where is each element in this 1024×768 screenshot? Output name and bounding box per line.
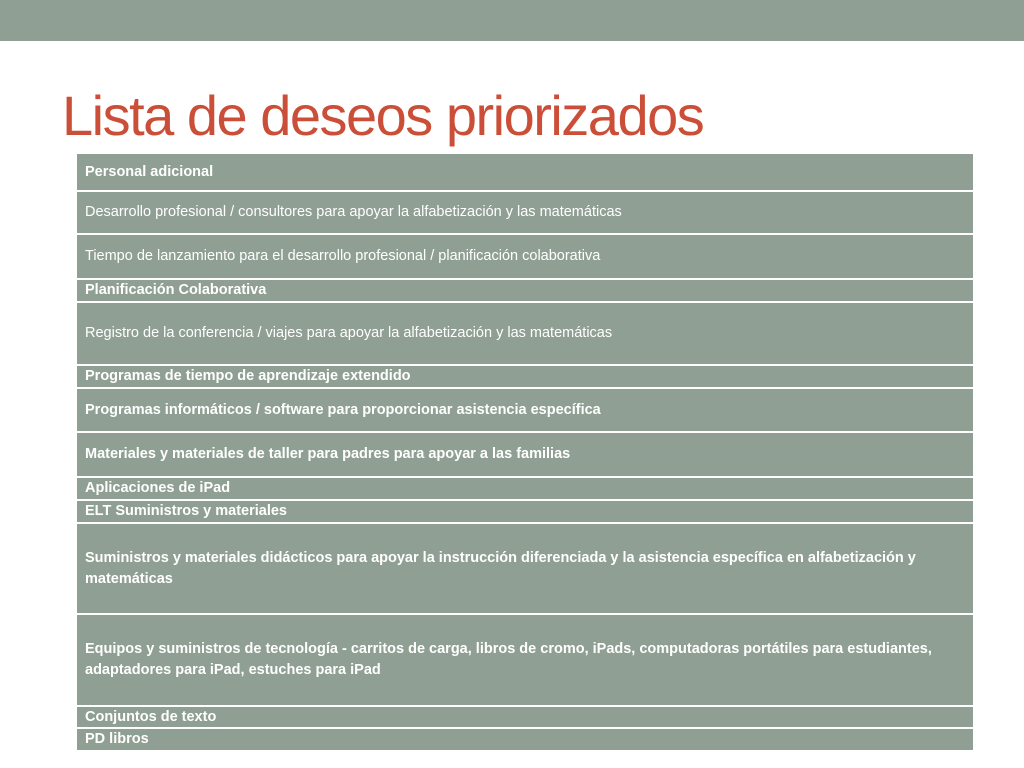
table-row	[77, 478, 973, 499]
table-row	[77, 303, 973, 364]
row-text: Programas informáticos / software para proporcionar asistencia específica	[85, 401, 601, 418]
table-row	[77, 433, 973, 476]
table-row	[77, 192, 973, 233]
table-row	[77, 154, 973, 190]
row-text: Planificación Colaborativa	[85, 282, 267, 298]
row-text: Desarrollo profesional / consultores para apoyar la alfabetización y las matemáticas	[85, 204, 622, 220]
table-row	[77, 524, 973, 613]
row-text: PD libros	[85, 731, 149, 747]
row-text: Tiempo de lanzamiento para el desarrollo profesional / planificación colaborativa	[85, 248, 601, 264]
table-row	[77, 707, 973, 727]
table-row	[77, 615, 973, 705]
row-text: Conjuntos de texto	[85, 708, 217, 725]
top-accent-bar	[0, 0, 1024, 41]
table-row	[77, 389, 973, 431]
row-text: Registro de la conferencia / viajes para apoyar la alfabetización y las matemáticas	[85, 325, 613, 341]
row-text: Suministros y materiales didácticos para apoyar la instrucción diferenciada y la asistencia específica en alfabetización y matemáticas	[85, 549, 916, 587]
table-row	[77, 366, 973, 387]
slide-title: Lista de deseos priorizados	[62, 84, 704, 147]
table-row	[77, 280, 973, 301]
wishlist-table	[77, 154, 973, 750]
row-text: Programas de tiempo de aprendizaje extendido	[85, 368, 411, 384]
table-row	[77, 501, 973, 522]
row-text: Materiales y materiales de taller para padres para apoyar a las familias	[85, 446, 571, 462]
row-text: Aplicaciones de iPad	[85, 480, 231, 496]
row-text: Personal adicional	[85, 163, 214, 180]
table-row	[77, 729, 973, 750]
row-text: Equipos y suministros de tecnología - carritos de carga, libros de cromo, iPads, computadoras portátiles para estudiantes, adaptadores para iPad, estuches para iPad	[85, 641, 932, 678]
table-row	[77, 235, 973, 278]
row-text: ELT Suministros y materiales	[85, 503, 287, 519]
